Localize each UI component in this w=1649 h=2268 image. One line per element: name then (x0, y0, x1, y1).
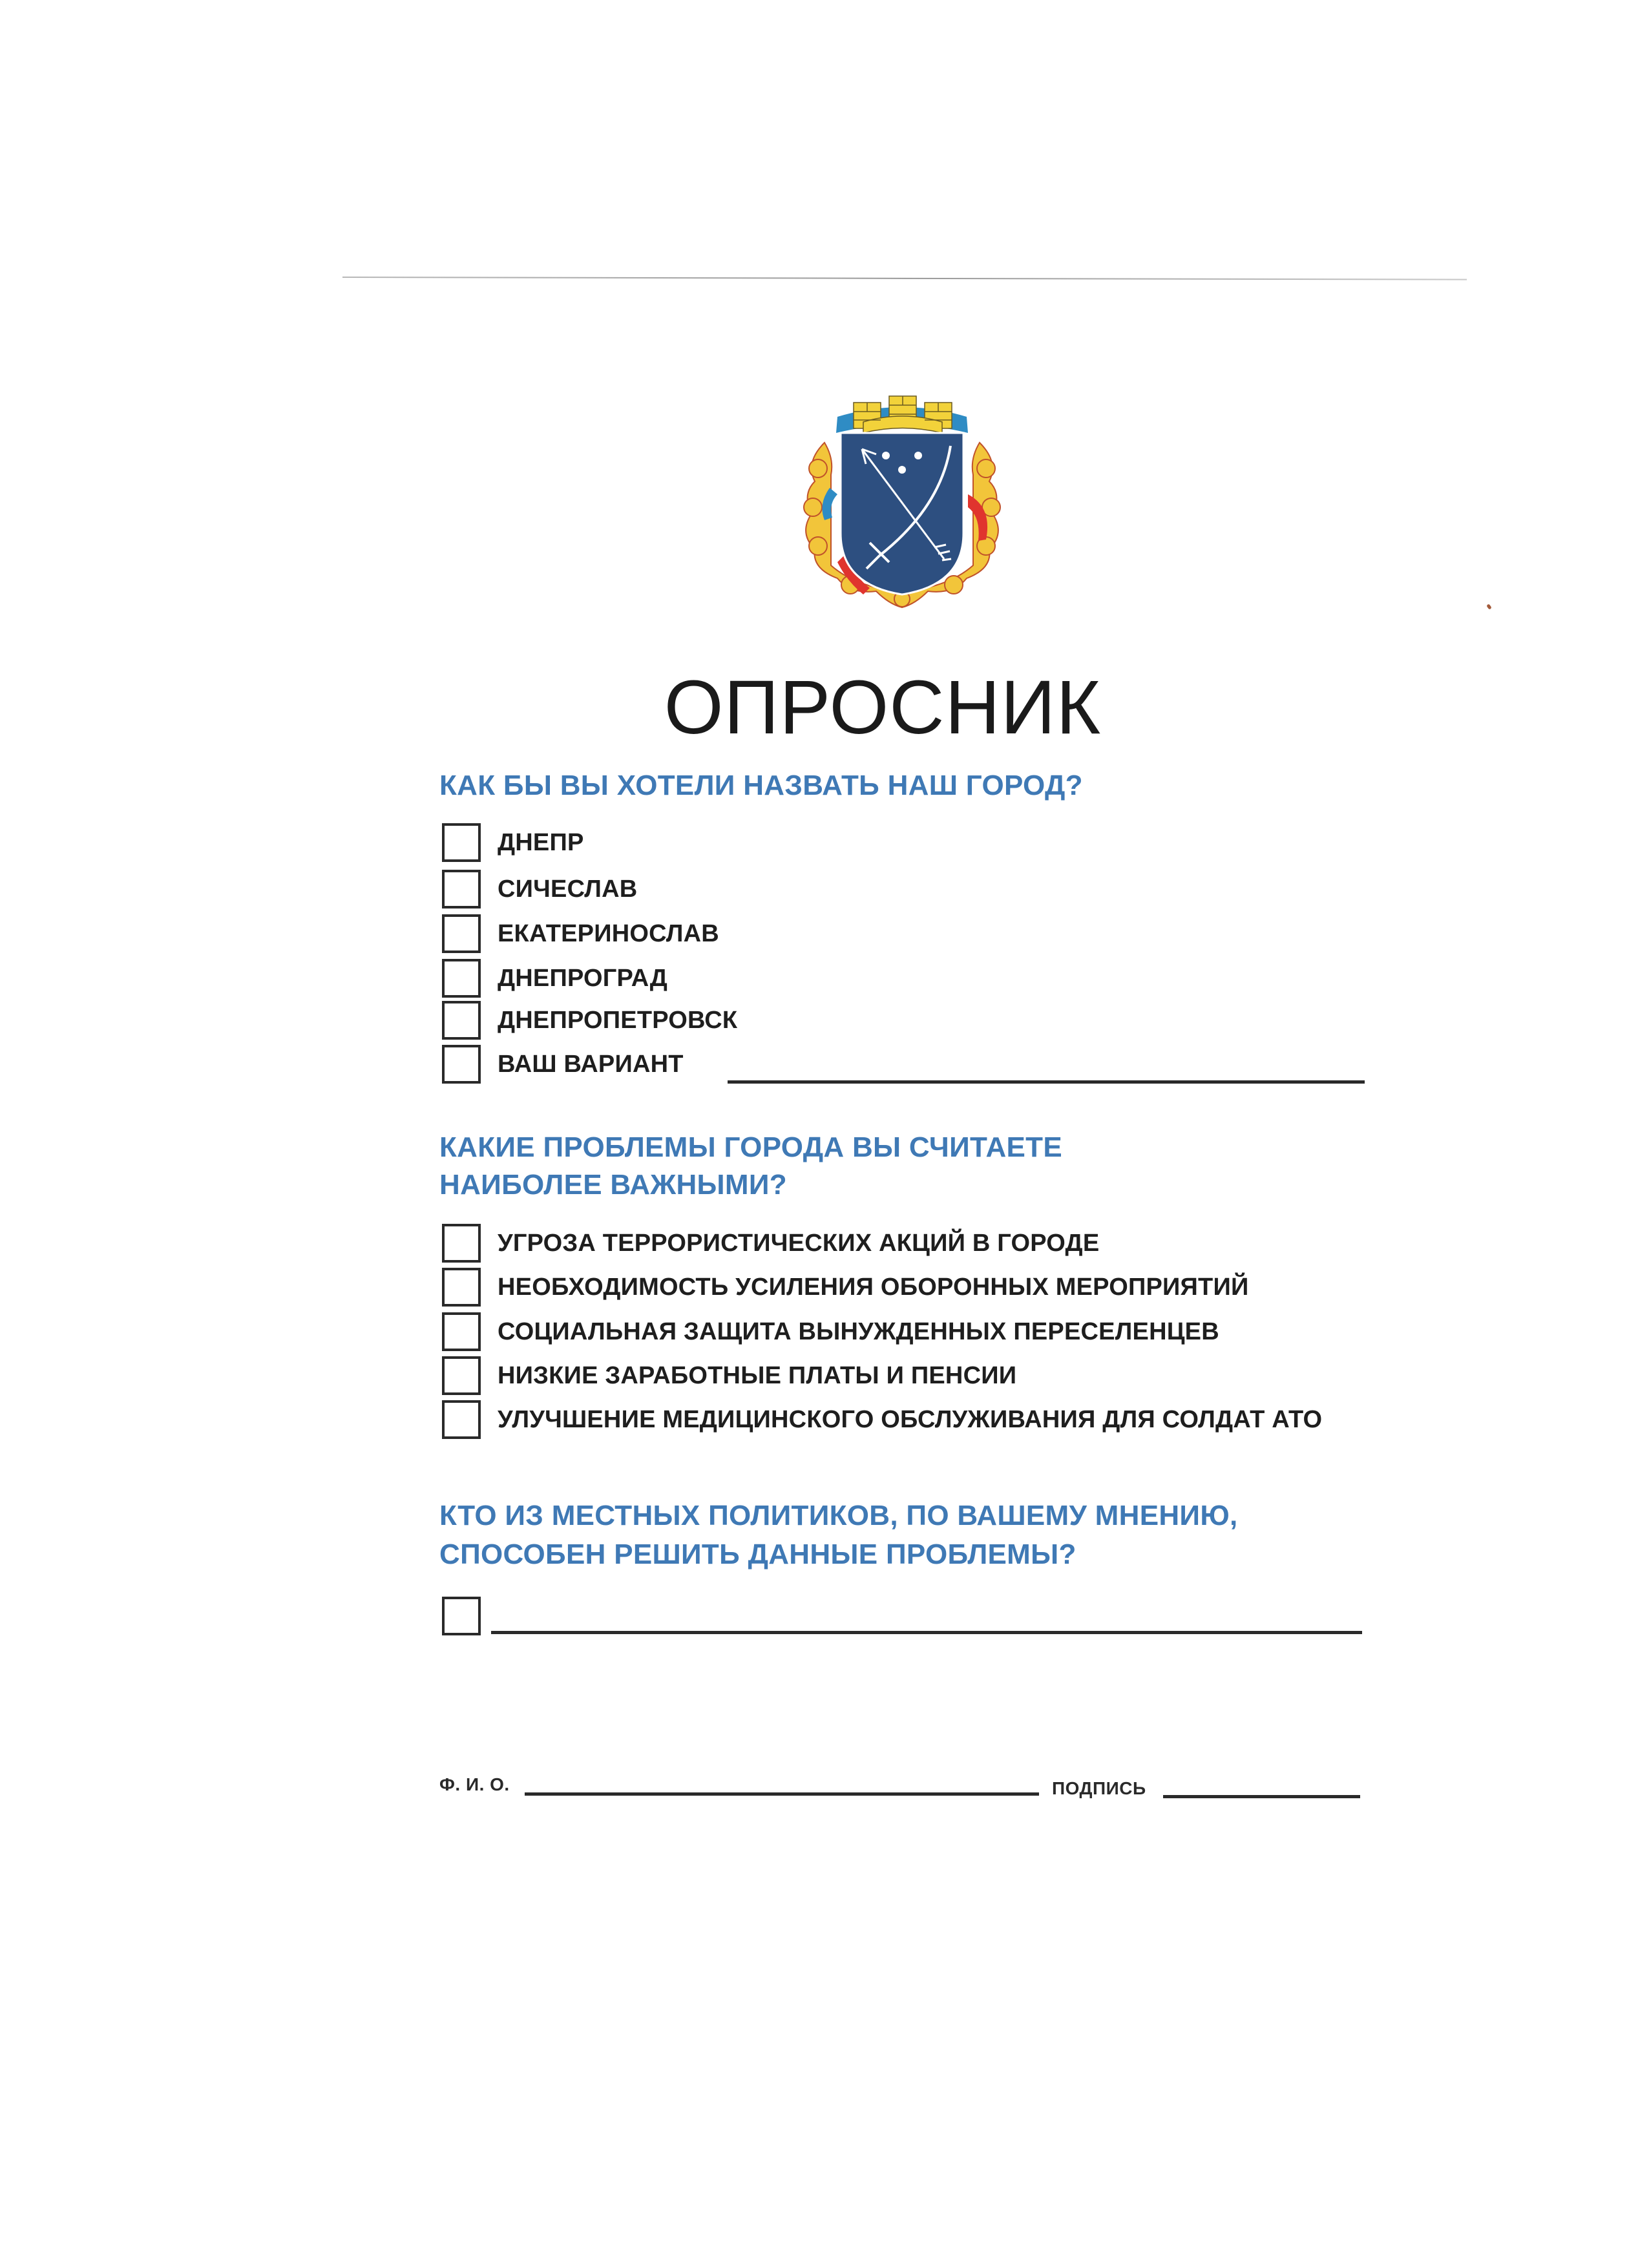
q1-option-ekaterinoslav[interactable] (442, 915, 719, 952)
question-3-heading-line2: СПОСОБЕН РЕШИТЬ ДАННЫЕ ПРОБЛЕМЫ? (439, 1538, 1077, 1570)
checkbox[interactable] (442, 1045, 481, 1084)
question-1-heading: КАК БЫ ВЫ ХОТЕЛИ НАЗВАТЬ НАШ ГОРОД? (439, 770, 1083, 801)
mural-crown-icon (854, 396, 952, 433)
option-label: ЕКАТЕРИНОСЛАВ (498, 919, 719, 947)
scan-speck (1486, 604, 1492, 609)
option-label: НИЗКИЕ ЗАРАБОТНЫЕ ПЛАТЫ И ПЕНСИИ (498, 1361, 1017, 1389)
q1-option-dnepropetrovsk[interactable] (442, 1002, 737, 1039)
q2-option-refugees[interactable] (442, 1313, 1219, 1350)
option-label: ДНЕПР (498, 828, 584, 856)
checkbox[interactable] (442, 959, 481, 998)
question-2-heading-line2: НАИБОЛЕЕ ВАЖНЫМИ? (439, 1169, 787, 1201)
option-label: УЛУЧШЕНИЕ МЕДИЦИНСКОГО ОБСЛУЖИВАНИЯ ДЛЯ СОЛДАТ АТО (498, 1405, 1323, 1433)
option-label: ДНЕПРОГРАД (498, 964, 668, 992)
q2-option-low-wages[interactable] (442, 1357, 1016, 1394)
option-label: СИЧЕСЛАВ (498, 875, 638, 903)
option-label: СОЦИАЛЬНАЯ ЗАЩИТА ВЫНУЖДЕННЫХ ПЕРЕСЕЛЕНЦЕВ (498, 1318, 1219, 1345)
checkbox[interactable] (442, 1224, 481, 1263)
checkbox[interactable] (442, 914, 481, 953)
checkbox[interactable] (442, 1356, 481, 1395)
q1-option-your-variant[interactable] (442, 1045, 684, 1083)
checkbox[interactable] (442, 1597, 481, 1635)
your-variant-input-line[interactable] (728, 1080, 1365, 1084)
checkbox[interactable] (442, 1001, 481, 1040)
q1-option-dneprograd[interactable] (442, 960, 667, 997)
name-label: Ф. И. О. (439, 1774, 510, 1794)
checkbox[interactable] (442, 823, 481, 862)
checkbox[interactable] (442, 1312, 481, 1351)
checkbox[interactable] (442, 870, 481, 908)
option-label: УГРОЗА ТЕРРОРИСТИЧЕСКИХ АКЦИЙ В ГОРОДЕ (498, 1229, 1100, 1257)
option-label: ВАШ ВАРИАНТ (498, 1050, 684, 1078)
q2-option-medical[interactable] (442, 1401, 1322, 1438)
page-title: ОПРОСНИК (664, 665, 1102, 750)
shield-icon (841, 433, 963, 594)
signature-label: ПОДПИСЬ (1052, 1778, 1146, 1798)
option-label: ДНЕПРОПЕТРОВСК (498, 1006, 738, 1034)
question-2-heading-line1: КАКИЕ ПРОБЛЕМЫ ГОРОДА ВЫ СЧИТАЕТЕ (439, 1131, 1062, 1163)
q1-option-sicheslav[interactable] (442, 870, 637, 908)
signature-input-line[interactable] (1163, 1795, 1360, 1798)
q2-option-terror-threat[interactable] (442, 1224, 1099, 1262)
option-label: НЕОБХОДИМОСТЬ УСИЛЕНИЯ ОБОРОННЫХ МЕРОПРИЯТИЙ (498, 1273, 1249, 1301)
coat-of-arms-emblem (799, 372, 1005, 611)
name-input-line[interactable] (525, 1792, 1039, 1796)
scan-edge-line (342, 277, 1467, 280)
q3-answer[interactable] (442, 1597, 481, 1635)
politician-input-line[interactable] (491, 1631, 1362, 1634)
checkbox[interactable] (442, 1400, 481, 1439)
q1-option-dnepr[interactable] (442, 824, 584, 861)
checkbox[interactable] (442, 1268, 481, 1307)
q2-option-defense[interactable] (442, 1268, 1248, 1306)
question-3-heading-line1: КТО ИЗ МЕСТНЫХ ПОЛИТИКОВ, ПО ВАШЕМУ МНЕНИЮ, (439, 1500, 1238, 1531)
